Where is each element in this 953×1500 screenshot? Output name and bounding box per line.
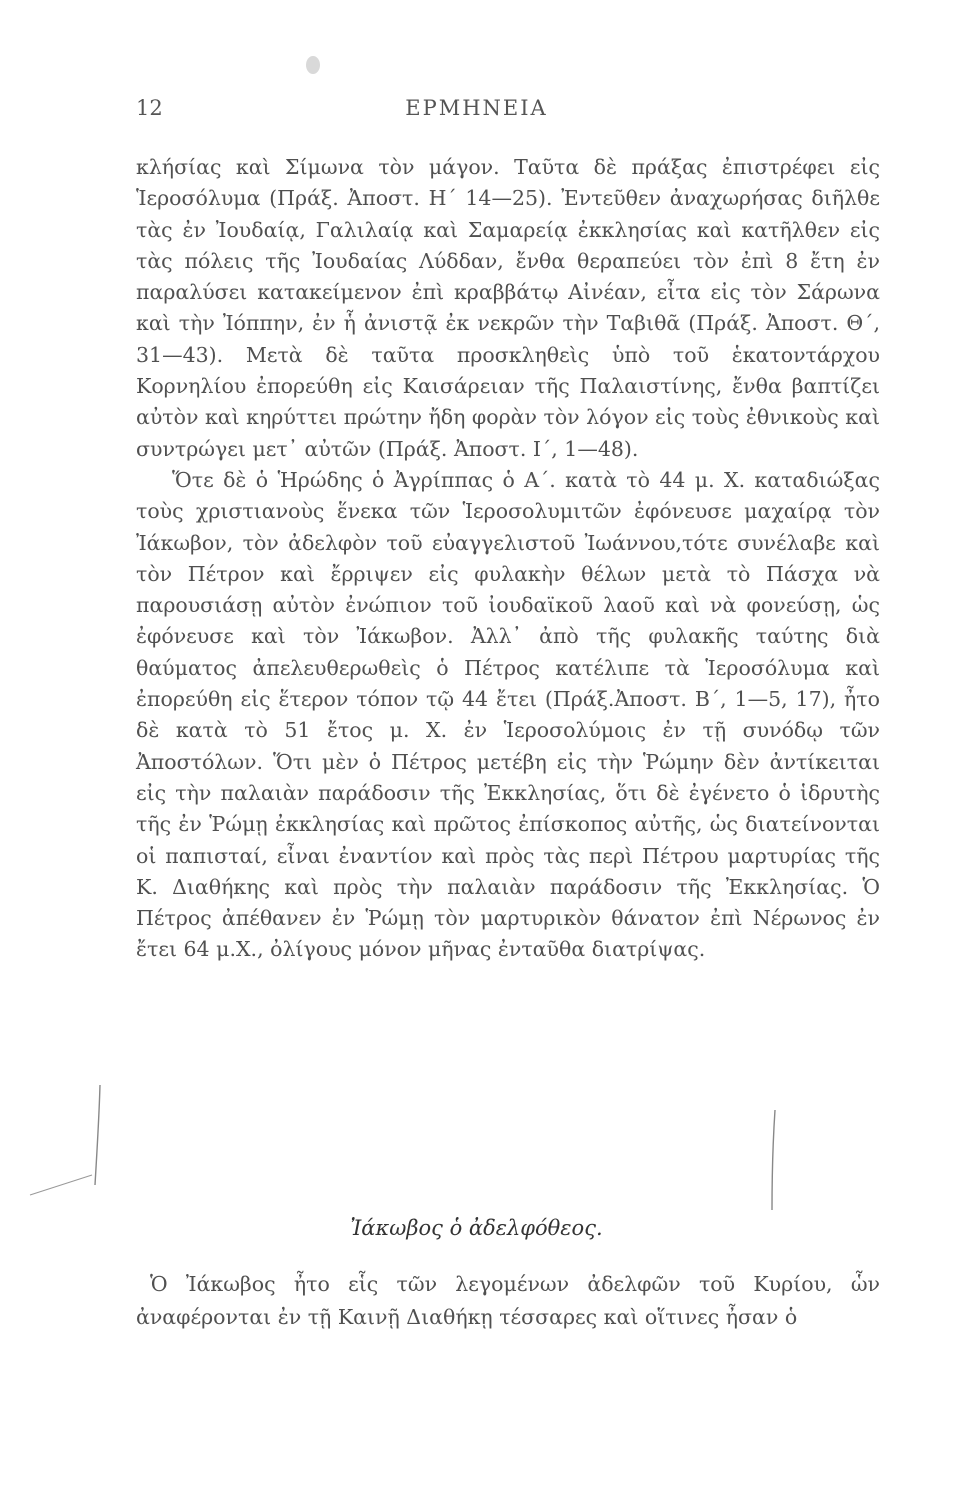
page-number: 12	[136, 96, 163, 120]
section-paragraph: Ὁ Ἰάκωβος ἦτο εἷς τῶν λεγομένων ἀδελφῶν τοῦ Κυρίου, ὧν ἀναφέρονται ἐν τῇ Καινῇ Διαθήκῃ τέσσαρες καὶ οἵτινες ἦσαν ὁ	[136, 1272, 880, 1329]
paragraph-2: Ὅτε δὲ ὁ Ἡρώδης ὁ Ἀγρίππας ὁ Α΄. κατὰ τὸ 44 μ. Χ. καταδιώξας τοὺς χριστιανοὺς ἕνεκα τῶν Ἱεροσολυμιτῶν ἐφόνευσε μαχαίρᾳ τὸν Ἰάκωβον, τὸν ἀδελφὸν τοῦ εὐαγγελιστοῦ Ἰωάννου,τότε συνέλαβε καὶ τὸν Πέτρον καὶ ἔρριψεν εἰς φυλακὴν θέλων μετὰ τὸ Πάσχα νὰ παρουσιάσῃ αὐτὸν ἐνώπιον τοῦ ἰουδαϊκοῦ λαοῦ καὶ νὰ φονεύσῃ, ὡς ἐφόνευσε καὶ τὸν Ἰάκωβον. Ἀλλ᾽ ἀπὸ τῆς φυλακῆς ταύτης διὰ θαύματος ἀπελευθερωθεὶς ὁ Πέτρος κατέλιπε τὰ Ἱεροσόλυμα καὶ ἐπορεύθη εἰς ἕτερον τόπον τῷ 44 ἔτει (Πράξ.Ἀποστ. Β΄, 1—5, 17), ἦτο δὲ κατὰ τὸ 51 ἔτος μ. Χ. ἐν Ἱεροσολύμοις ἐν τῇ συνόδῳ τῶν Ἀποστόλων. Ὅτι μὲν ὁ Πέτρος μετέβη εἰς τὴν Ῥώμην δὲν ἀντίκειται εἰς τὴν παλαιὰν παράδοσιν τῆς Ἐκκλησίας, ὅτι δὲ ἐγένετο ὁ ἱδρυτὴς τῆς ἐν Ῥώμῃ ἐκκλησίας καὶ πρῶτος ἐπίσκοπος αὐτῆς, ὡς διατείνονται οἱ παπισταί, εἶναι ἐναντίον καὶ πρὸς τὰς περὶ Πέτρου μαρτυρίας τῆς Κ. Διαθήκης καὶ πρὸς τὴν παλαιὰν παράδοσιν τῆς Ἐκκλησίας. Ὁ Πέτρος ἀπέθανεν ἐν Ῥώμῃ τὸν μαρτυρικὸν θάνατον ἐπὶ Νέρωνος ἐν ἔτει 64 μ.Χ., ὀλίγους μόνον μῆνας ἐνταῦθα διατρίψας.	[136, 467, 880, 962]
running-head: ΕΡΜΗΝΕΙΑ	[405, 96, 548, 120]
section-title: Ἰάκωβος ὁ ἀδελφόθεος.	[350, 1216, 603, 1240]
paragraph-1: κλήσίας καὶ Σίμωνα τὸν μάγον. Ταῦτα δὲ πράξας ἐπιστρέφει εἰς Ἱεροσόλυμα (Πράξ. Ἀποστ. Η΄ 14—25). Ἐντεῦθεν ἀναχωρήσας διῆλθε τὰς ἐν Ἰουδαίᾳ, Γαλιλαίᾳ καὶ Σαμαρείᾳ ἐκκλησίας καὶ κατῆλθεν εἰς τὰς πόλεις τῆς Ἰουδαίας Λύδδαν, ἔνθα θεραπεύει τὸν ἐπὶ 8 ἔτη ἐν παραλύσει κατακείμενον ἐπὶ κραββάτῳ Αἰνέαν, εἶτα εἰς τὸν Σάρωνα καὶ τὴν Ἰόππην, ἐν ἧ ἀνιστᾷ ἐκ νεκρῶν τὴν Ταβιθᾶ (Πράξ. Ἀποστ. Θ΄, 31—43). Μετὰ δὲ ταῦτα προσκληθεὶς ὑπὸ τοῦ ἑκατοντάρχου Κορνηλίου ἐπορεύθη εἰς Καισάρειαν τῆς Παλαιστίνης, ἔνθα βαπτίζει αὐτὸν καὶ κηρύττει πρώτην ἤδη φορὰν τὸν λόγον εἰς τοὺς ἐθνικοὺς καὶ συντρώγει μετ᾽ αὐτῶν (Πράξ. Ἀποστ. Ι΄, 1—48).	[136, 155, 880, 461]
margin-pencil-line	[95, 1085, 100, 1185]
margin-pencil-stroke	[30, 1175, 92, 1195]
pencil-underline-mark	[772, 1110, 775, 1210]
